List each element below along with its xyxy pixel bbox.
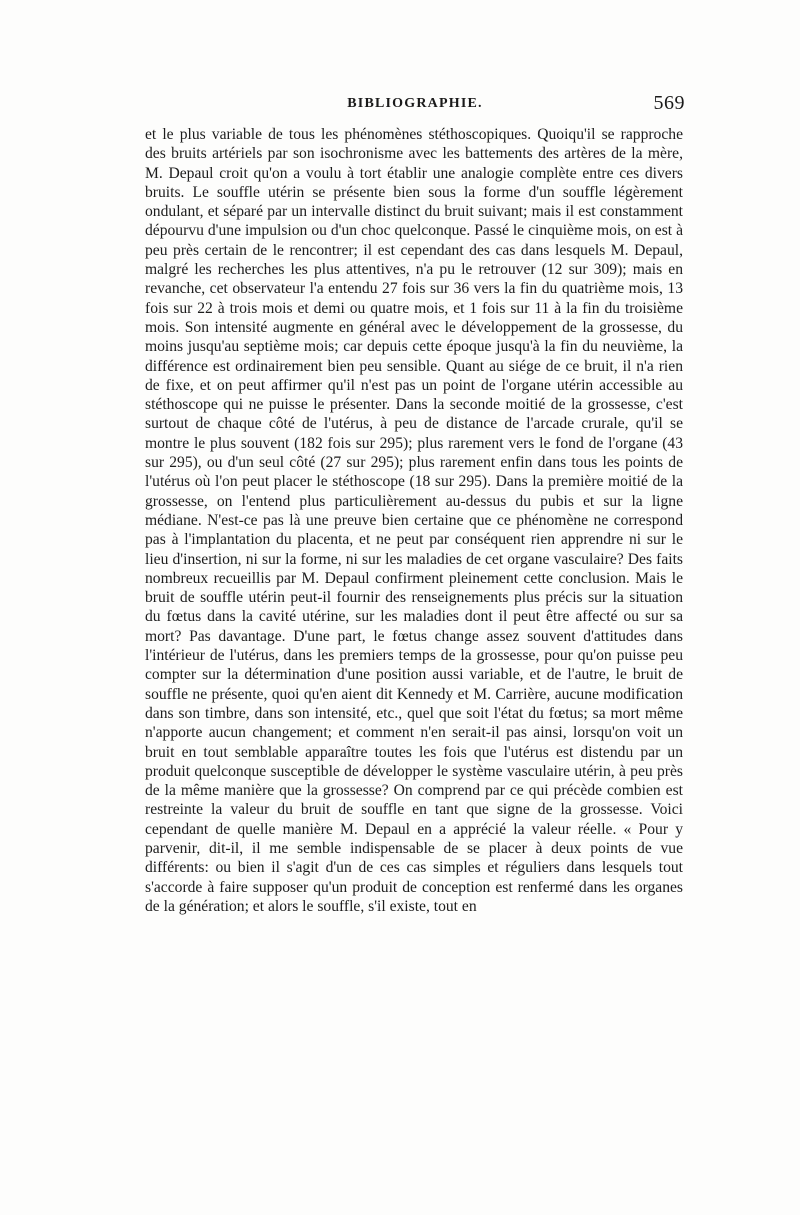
running-title: BIBLIOGRAPHIE.	[347, 96, 483, 111]
body-paragraph: et le plus variable de tous les phénomènes stéthoscopiques. Quoiqu'il se rapproche des bruits artériels par son isochronisme avec les battements des artères de la mère, M. Depaul croit qu'on a voulu à tort établir une analogie complète entre ces divers bruits. Le souffle utérin se présente bien sous la forme d'un souffle légèrement ondulant, et séparé par un intervalle distinct du bruit suivant; mais il est constamment dépourvu d'une impulsion ou d'un choc quelconque. Passé le cinquième mois, on est à peu près certain de le rencontrer; il est cependant des cas dans lesquels M. Depaul, malgré les recherches les plus attentives, n'a pu le retrouver (12 sur 309); mais en revanche, cet observateur l'a entendu 27 fois sur 36 vers la fin du quatrième mois, 13 fois sur 22 à trois mois et demi ou quatre mois, et 1 fois sur 11 à la fin du troisième mois. Son intensité augmente en général avec le développement de la grossesse, du moins jusqu'au septième mois; car depuis cette époque jusqu'à la fin du neuvième, la différence est ordinairement bien peu sensible. Quant au siége de ce bruit, il n'a rien de fixe, et on peut affirmer qu'il n'est pas un point de l'organe utérin accessible au stéthoscope qui ne puisse le présenter. Dans la seconde moitié de la grossesse, c'est surtout de chaque côté de l'utérus, à peu de distance de l'arcade crurale, qu'il se montre le plus souvent (182 fois sur 295); plus rarement vers le fond de l'organe (43 sur 295), ou d'un seul côté (27 sur 295); plus rarement enfin dans tous les points de l'utérus où l'on peut placer le stéthoscope (18 sur 295). Dans la première moitié de la grossesse, on l'entend plus particulièrement au-dessus du pubis et sur la ligne médiane. N'est-ce pas là une preuve bien certaine que ce phénomène ne correspond pas à l'implantation du placenta, et ne peut par conséquent rien apprendre ni sur le lieu d'insertion, ni sur la forme, ni sur les maladies de cet organe vasculaire? Des faits nombreux recueillis par M. Depaul confirment pleinement cette conclusion. Mais le bruit de souffle utérin peut-il fournir des renseignements plus précis sur la situation du fœtus dans la cavité utérine, sur les maladies dont il peut être affecté ou sur sa mort? Pas davantage. D'une part, le fœtus change assez souvent d'attitudes dans l'intérieur de l'utérus, dans les premiers temps de la grossesse, pour qu'on puisse peu compter sur la détermination d'une position aussi variable, et de l'autre, le bruit de souffle ne présente, quoi qu'en aient dit Kennedy et M. Carrière, aucune modification dans son timbre, dans son intensité, etc., quel que soit l'état du fœtus; sa mort même n'apporte aucun changement; et comment n'en serait-il pas ainsi, lorsqu'on voit un bruit en tout semblable apparaître toutes les fois que l'utérus est distendu par un produit quelconque susceptible de développer le système vasculaire utérin, à peu près de la même manière que la grossesse? On comprend par ce qui précède combien est restreinte la valeur du bruit de souffle en tant que signe de la grossesse. Voici cependant de quelle manière M. Depaul en a apprécié la valeur réelle. « Pour y parvenir, dit-il, il me semble indispensable de se placer à deux points de vue différents: ou bien il s'agit d'un de ces cas simples et réguliers dans lesquels tout s'accorde à faire supposer qu'un produit de conception est renfermé dans les organes de la génération; et alors le souffle, s'il existe, tout en	[145, 126, 683, 915]
page-number: 569	[653, 92, 685, 114]
page-header	[145, 92, 685, 122]
